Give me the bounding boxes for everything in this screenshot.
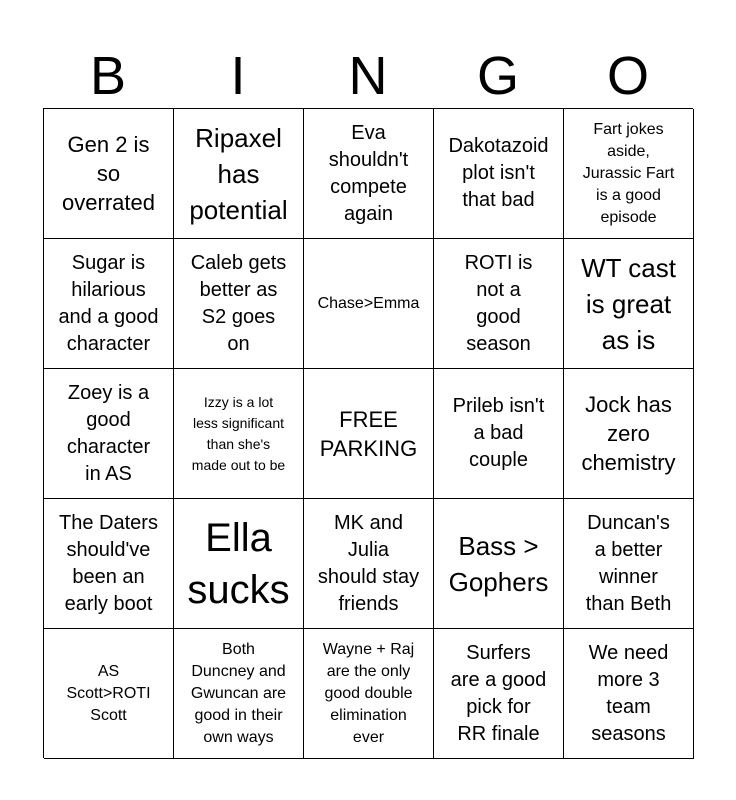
bingo-cell[interactable] [174, 499, 304, 629]
bingo-cell[interactable] [564, 239, 694, 369]
header-letter-b: B [89, 46, 127, 106]
cell-text: ROTI is not a good season [464, 251, 533, 355]
bingo-cell[interactable] [174, 369, 304, 499]
bingo-cell[interactable] [174, 109, 304, 239]
cell-text: Bass > Gophers [448, 530, 549, 597]
cell-text: AS Scott>ROTI Scott [66, 662, 151, 724]
bingo-cell[interactable] [44, 239, 174, 369]
cell-text: Ella sucks [187, 515, 290, 612]
free-space-text: FREE PARKING [319, 406, 418, 461]
bingo-cell[interactable] [44, 629, 174, 759]
cell-text: We need more 3 team seasons [588, 641, 669, 745]
bingo-cell[interactable] [434, 629, 564, 759]
cell-text: Caleb gets better as S2 goes on [190, 251, 287, 355]
cell-text: MK and Julia should stay friends [317, 511, 420, 615]
cell-text: Duncan's a better winner than Beth [585, 511, 672, 615]
bingo-cell[interactable] [434, 239, 564, 369]
header-letter-n: N [348, 46, 388, 106]
bingo-cell[interactable] [434, 109, 564, 239]
bingo-cell[interactable] [44, 109, 174, 239]
free-space-cell[interactable] [304, 369, 434, 499]
cell-text: Eva shouldn't compete again [328, 121, 409, 225]
bingo-cell[interactable] [564, 499, 694, 629]
bingo-board [43, 108, 693, 758]
bingo-cell[interactable] [174, 239, 304, 369]
bingo-cell[interactable] [44, 499, 174, 629]
cell-text: Jock has zero chemistry [581, 392, 676, 475]
cell-text: Surfers are a good pick for RR finale [450, 641, 547, 745]
bingo-cell[interactable] [564, 369, 694, 499]
cell-text: WT cast is great as is [581, 252, 676, 355]
cell-text: The Daters should've been an early boot [59, 511, 158, 615]
cell-text: Prileb isn't a bad couple [452, 395, 545, 471]
bingo-cell[interactable] [434, 369, 564, 499]
cell-text: Chase>Emma [317, 294, 420, 312]
cell-text: Wayne + Raj are the only good double elimination ever [322, 640, 415, 746]
bingo-cell[interactable] [434, 499, 564, 629]
cell-text: Zoey is a good character in AS [66, 381, 151, 485]
bingo-header [43, 40, 693, 108]
bingo-cell[interactable] [564, 109, 694, 239]
header-letter-g: G [476, 46, 519, 106]
bingo-cell[interactable] [564, 629, 694, 759]
cell-text: Izzy is a lot less significant than she's made out to be [191, 393, 286, 473]
bingo-cell[interactable] [44, 369, 174, 499]
bingo-cell[interactable] [304, 109, 434, 239]
cell-text: Both Duncney and Gwuncan are good in their own ways [190, 640, 287, 746]
header-letter-o: O [606, 46, 649, 106]
cell-text: Fart jokes aside, Jurassic Fart is a good episode [582, 120, 675, 226]
bingo-cell[interactable] [304, 629, 434, 759]
bingo-cell[interactable] [174, 629, 304, 759]
bingo-cell[interactable] [304, 499, 434, 629]
cell-text: Gen 2 is so overrated [62, 132, 155, 215]
header-letter-i: I [230, 46, 246, 106]
cell-text: Dakotazoid plot isn't that bad [448, 135, 549, 211]
bingo-cell[interactable] [304, 239, 434, 369]
cell-text: Ripaxel has potential [189, 122, 288, 225]
cell-text: Sugar is hilarious and a good character [58, 251, 159, 355]
